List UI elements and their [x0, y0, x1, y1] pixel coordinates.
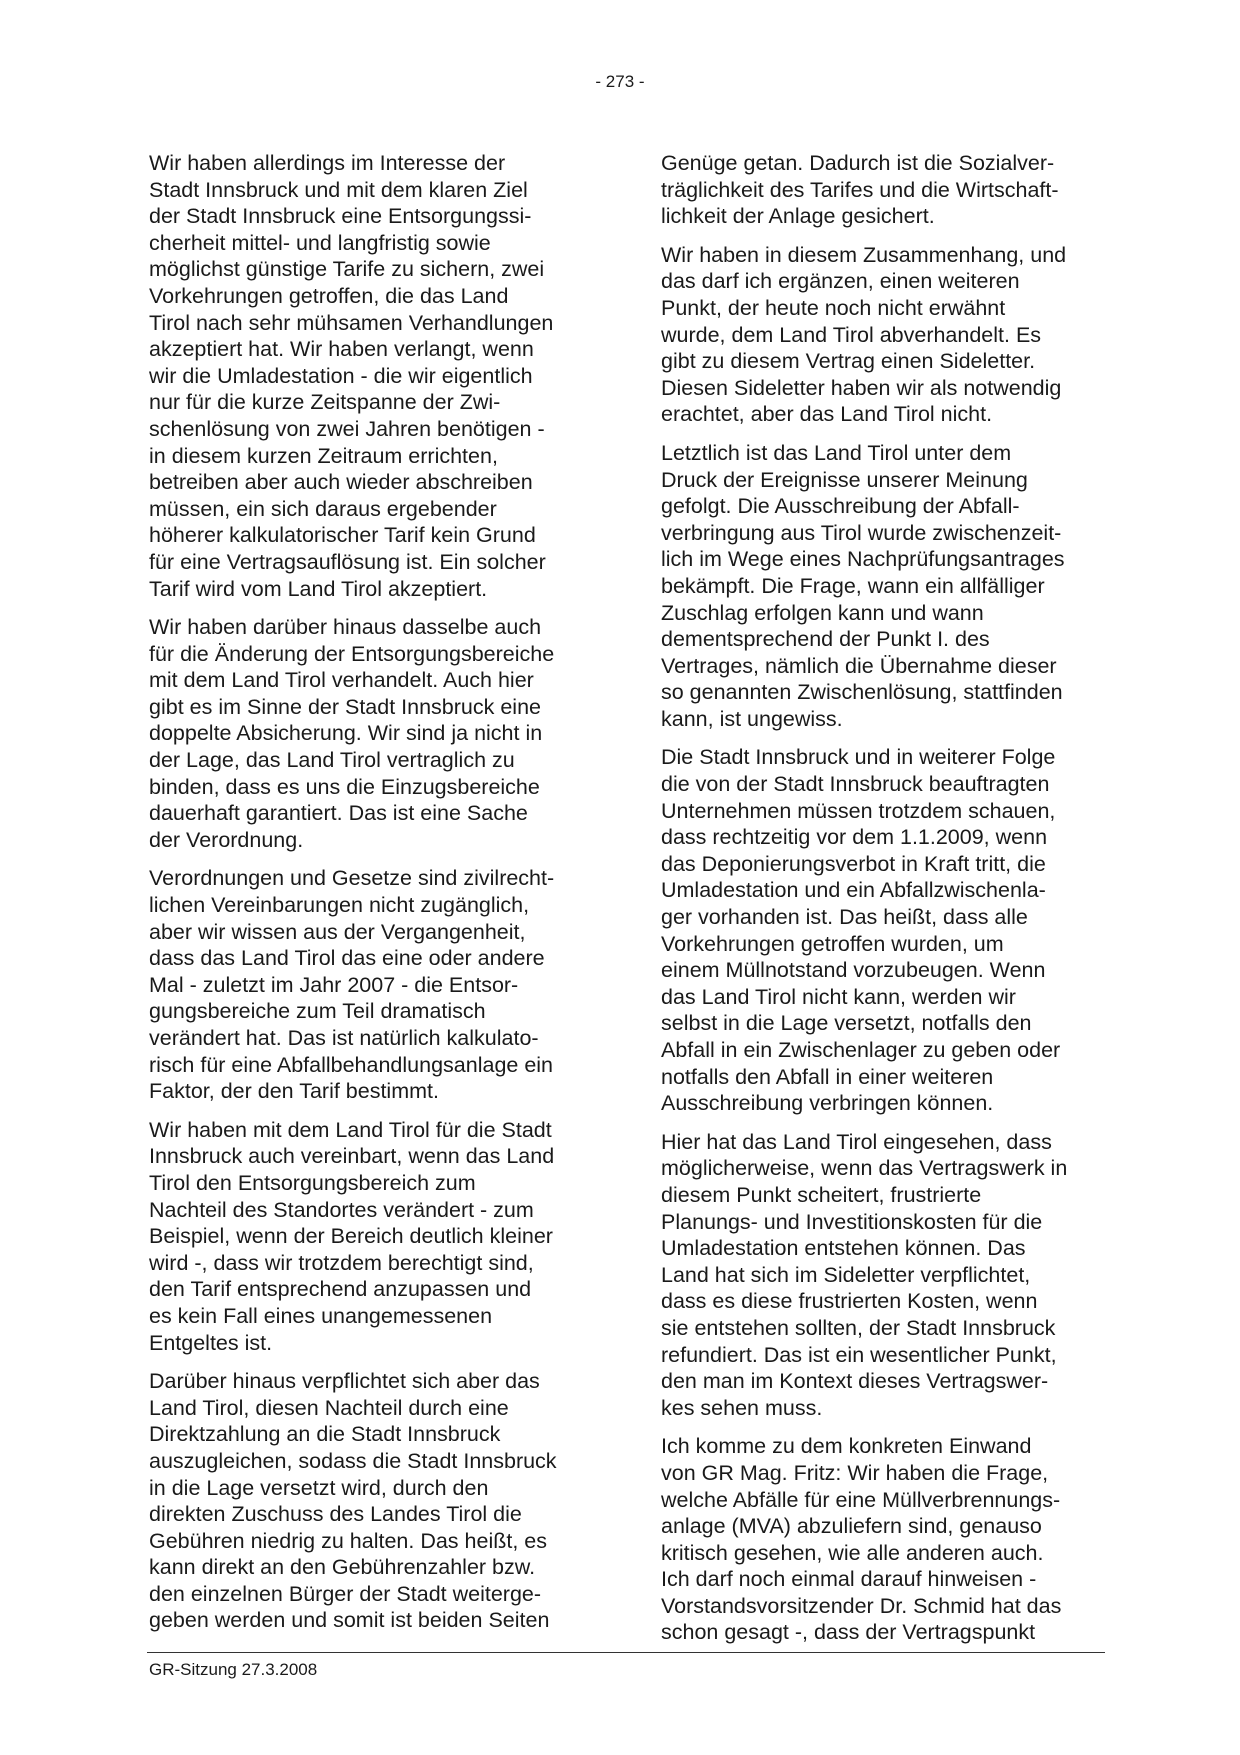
paragraph: Ich komme zu dem konkreten Einwand von GR Mag. Fritz: Wir haben die Frage, welche Abfälle für eine Müllverbrennungs- anlage (MVA) abzuliefern sind, genauso kritisch gesehen, wie alle anderen auch. Ich darf noch einmal darauf hinweisen - Vorstandsvorsitzender Dr. Schmid hat das schon gesagt -, dass der Vertragspunkt: [661, 1434, 1062, 1645]
paragraph: Wir haben mit dem Land Tirol für die Stadt Innsbruck auch vereinbart, wenn das Land Tirol den Entsorgungsbereich zum Nachteil des Standortes verändert - zum Beispiel, wenn der Bereich deutlich kleiner wird -, dass wir trotzdem berechtigt sind, den Tarif entsprechend anzupassen und es kein Fall eines unangemessenen Entgeltes ist.: [149, 1117, 555, 1355]
paragraph: Verordnungen und Gesetze sind zivilrecht- lichen Vereinbarungen nicht zugänglich, aber wir wissen aus der Vergangenheit, dass das Land Tirol das eine oder andere Mal - zuletzt im Jahr 2007 - die Entsor- gungsbereiche zum Teil dramatisch verändert hat. Das ist natürlich kalkulato- risch für eine Abfallbehandlungsanlage ein Faktor, der den Tarif bestimmt.: [149, 866, 555, 1104]
page-number: - 273 -: [595, 72, 645, 91]
paragraph: Genüge getan. Dadurch ist die Sozialver- träglichkeit des Tarifes und die Wirtschaft- lichkeit der Anlage gesichert.: [661, 151, 1059, 229]
footer-text: GR-Sitzung 27.3.2008: [149, 1660, 318, 1679]
paragraph: Darüber hinaus verpflichtet sich aber das Land Tirol, diesen Nachteil durch eine Direktzahlung an die Stadt Innsbruck auszugleichen, sodass die Stadt Innsbruck in die Lage versetzt wird, durch den direkten Zuschuss des Landes Tirol die Gebühren niedrig zu halten. Das heißt, es kann direkt an den Gebührenzahler bzw. den einzelnen Bürger der Stadt weiterge- geben werden und somit ist beiden Seiten: [149, 1369, 557, 1633]
paragraph: Letztlich ist das Land Tirol unter dem Druck der Ereignisse unserer Meinung gefolgt. Die Ausschreibung der Abfall- verbringung aus Tirol wurde zwischenzeit- lich im Wege eines Nachprüfungsantrages bekämpft. Die Frage, wann ein allfälliger Zuschlag erfolgen kann und wann dementsprechend der Punkt I. des Vertrages, nämlich die Übernahme dieser so genannten Zwischenlösung, stattfinden kann, ist ungewiss.: [661, 440, 1065, 731]
paragraph: Hier hat das Land Tirol eingesehen, dass möglicherweise, wenn das Vertragswerk in diesem Punkt scheitert, frustrierte Planungs- und Investitionskosten für die Umladestation entstehen können. Das Land hat sich im Sideletter verpflichtet, dass es diese frustrierten Kosten, wenn sie entstehen sollten, der Stadt Innsbruck refundiert. Das ist ein wesentlicher Punkt, den man im Kontext dieses Vertragswer- kes sehen muss.: [661, 1129, 1068, 1420]
paragraph: Wir haben allerdings im Interesse der Stadt Innsbruck und mit dem klaren Ziel der Stadt Innsbruck eine Entsorgungssi- cherheit mittel- und langfristig sowie möglichst günstige Tarife zu sichern, zwei Vorkehrungen getroffen, die das Land Tirol nach sehr mühsamen Verhandlungen akzeptiert hat. Wir haben verlangt, wenn wir die Umladestation - die wir eigentlich nur für die kurze Zeitspanne der Zwi- schenlösung von zwei Jahren benötigen - in diesem kurzen Zeitraum errichten, betreiben aber auch wieder abschreiben müssen, ein sich daraus ergebender höherer kalkulatorischer Tarif kein Grund für eine Vertragsauflösung ist. Ein solcher Tarif wird vom Land Tirol akzeptiert.: [149, 151, 554, 601]
paragraph: Wir haben darüber hinaus dasselbe auch für die Änderung der Entsorgungsbereiche mit dem Land Tirol verhandelt. Auch hier gibt es im Sinne der Stadt Innsbruck eine doppelte Absicherung. Wir sind ja nicht in der Lage, das Land Tirol vertraglich zu binden, dass es uns die Einzugsbereiche dauerhaft garantiert. Das ist eine Sache der Verordnung.: [149, 615, 555, 852]
left-column: [149, 150, 589, 1646]
paragraph: Die Stadt Innsbruck und in weiterer Folge die von der Stadt Innsbruck beauftragten Unternehmen müssen trotzdem schauen, dass rechtzeitig vor dem 1.1.2009, wenn das Deponierungsverbot in Kraft tritt, die Umladestation und ein Abfallzwischenla- ger vorhanden ist. Das heißt, dass alle Vorkehrungen getroffen wurden, um einem Müllnotstand vorzubeugen. Wenn das Land Tirol nicht kann, werden wir selbst in die Lage versetzt, notfalls den Abfall in ein Zwischenlager zu geben oder notfalls den Abfall in einer weiteren Ausschreibung verbringen können.: [661, 745, 1061, 1116]
right-column: [661, 150, 1107, 1658]
paragraph: Wir haben in diesem Zusammenhang, und das darf ich ergänzen, einen weiteren Punkt, der heute noch nicht erwähnt wurde, dem Land Tirol abverhandelt. Es gibt zu diesem Vertrag einen Sideletter. Diesen Sideletter haben wir als notwendig erachtet, aber das Land Tirol nicht.: [661, 242, 1067, 427]
footer-divider: [147, 1652, 1105, 1653]
